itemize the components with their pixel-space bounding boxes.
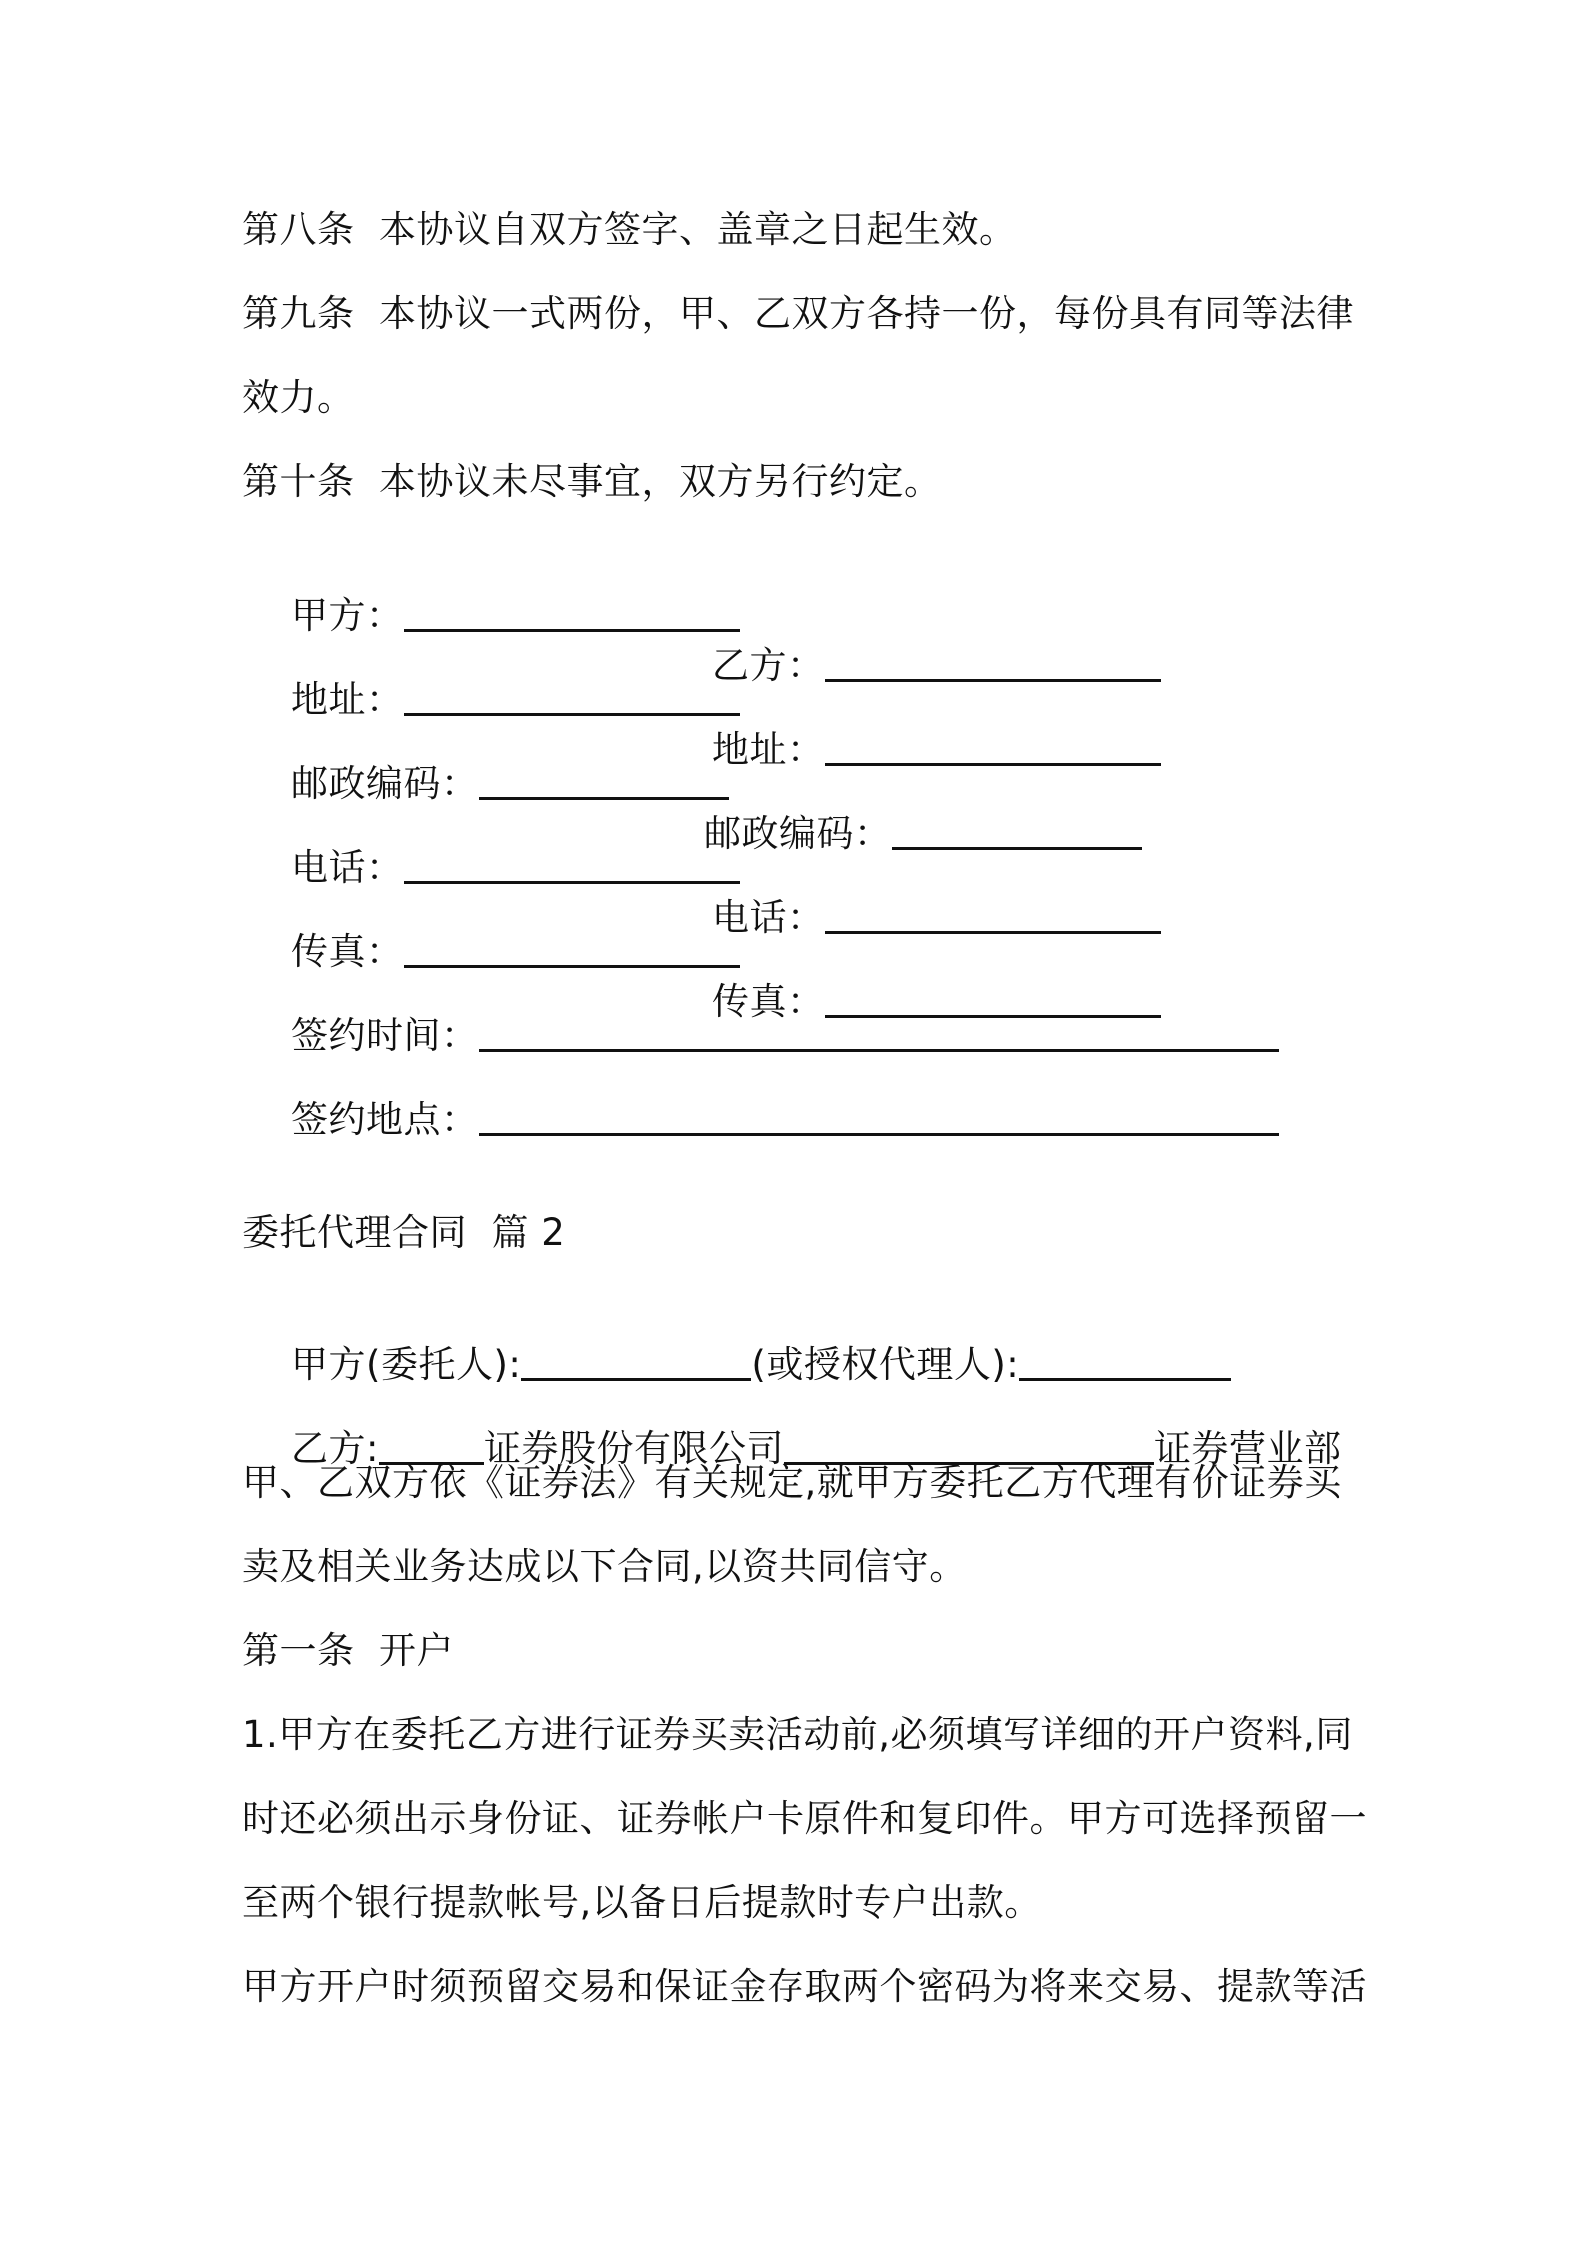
contract-2-article-1-title: 第一条 开户	[242, 1629, 455, 1672]
party-a-label: 甲方：	[291, 594, 404, 637]
article-10: 第十条 本协议未尽事宜，双方另行约定。	[242, 460, 942, 503]
contract-2-party-b-label: 乙方:	[291, 1427, 380, 1470]
contract-2-article-1-line-2: 时还必须出示身份证、证券帐户卡原件和复印件。甲方可选择预留一	[242, 1797, 1367, 1840]
sign-place-row	[242, 1045, 1279, 1195]
address-a-label: 地址：	[291, 678, 404, 721]
contract-2-article-1-line-1: 1.甲方在委托乙方进行证券买卖活动前,必须填写详细的开户资料,同	[242, 1713, 1353, 1756]
phone-b-blank[interactable]	[825, 897, 1161, 934]
article-8: 第八条 本协议自双方签字、盖章之日起生效。	[242, 208, 1017, 251]
party-b-group	[712, 641, 1161, 691]
postcode-b-label: 邮政编码：	[704, 812, 892, 855]
phone-b-group	[712, 893, 1161, 943]
contract-2-preamble-line-2: 卖及相关业务达成以下合同,以资共同信守。	[242, 1545, 967, 1588]
contract-2-title: 委托代理合同 篇 2	[242, 1211, 566, 1254]
postcode-b-group	[704, 809, 1142, 859]
party-b-blank[interactable]	[825, 645, 1161, 682]
article-9-line-2: 效力。	[242, 376, 355, 419]
postcode-a-label: 邮政编码：	[291, 762, 479, 805]
address-b-label: 地址：	[712, 728, 825, 771]
contract-2-agent-label: (或授权代理人):	[751, 1343, 1020, 1386]
postcode-b-blank[interactable]	[892, 813, 1142, 850]
address-b-group	[712, 725, 1161, 775]
phone-a-label: 电话：	[291, 846, 404, 889]
sign-time-label: 签约时间：	[291, 1014, 479, 1057]
contract-2-article-1-line-4: 甲方开户时须预留交易和保证金存取两个密码为将来交易、提款等活	[242, 1965, 1367, 2008]
sign-place-label: 签约地点：	[291, 1098, 479, 1141]
contract-2-dept-label: 证券营业部	[1154, 1427, 1342, 1470]
address-b-blank[interactable]	[825, 729, 1161, 766]
fax-a-label: 传真：	[291, 930, 404, 973]
contract-2-article-1-line-3: 至两个银行提款帐号,以备日后提款时专户出款。	[242, 1881, 1042, 1924]
party-b-label: 乙方：	[712, 644, 825, 687]
fax-b-label: 传真：	[712, 980, 825, 1023]
contract-2-party-a-label: 甲方(委托人):	[291, 1343, 522, 1386]
sign-place-blank[interactable]	[479, 1099, 1279, 1136]
article-9-line-1: 第九条 本协议一式两份，甲、乙双方各持一份，每份具有同等法律	[242, 292, 1355, 335]
phone-b-label: 电话：	[712, 896, 825, 939]
contract-2-preamble-line-1: 甲、乙双方依《证券法》有关规定,就甲方委托乙方代理有价证券买	[242, 1461, 1342, 1504]
contract-2-company-label: 证券股份有限公司	[484, 1427, 785, 1470]
